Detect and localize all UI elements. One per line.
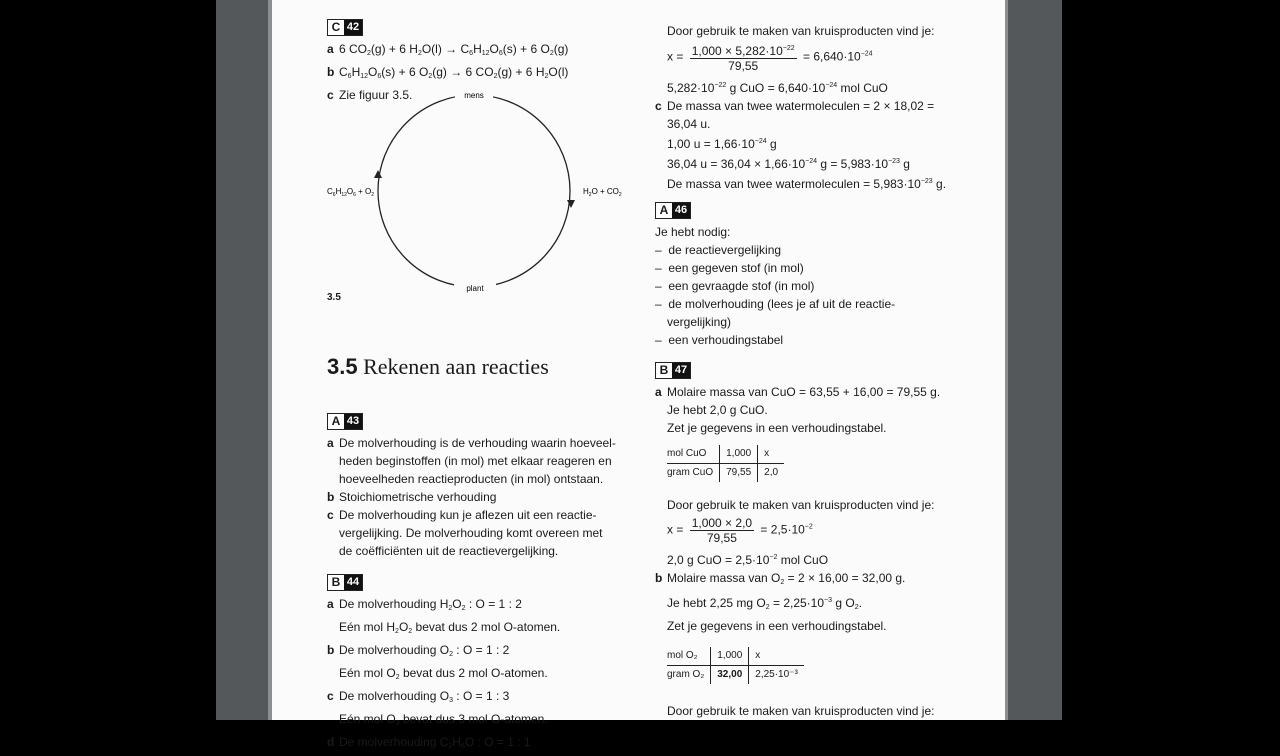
- answer-b: b De molverhouding $O_2$ : O = 1 : 2: [327, 643, 510, 658]
- cycle-diagram-svg: [327, 88, 647, 298]
- kruisproduct-intro: Door gebruik te maken van kruisproducten vind je:: [667, 24, 935, 38]
- list-item: – een gevraagde stof (in mol): [655, 279, 815, 293]
- table-cell: 2,0: [758, 464, 784, 483]
- answer-d: d De molverhouding $C_2H_6O$ : O = 1 : 1: [327, 735, 531, 750]
- question-47: [655, 361, 965, 720]
- result-cuo-2: 2,0 g CuO = $2,5\cdot 10^{-2}$ mol CuO: [667, 553, 829, 567]
- answer-c: c De massa van twee watermoleculen = 2 × 18,02 =: [655, 99, 935, 113]
- table-cell: gram O₂: [667, 669, 705, 680]
- answer-b-cont: Eén mol $O_2$ bevat dus 2 mol O-atomen.: [339, 666, 548, 681]
- table-row: [667, 666, 804, 685]
- table-cell: 1,000: [720, 445, 758, 464]
- answer-c-cont: 1,00 $u = 1,66\cdot 10^{-24}$ g: [667, 137, 777, 151]
- list-item: – de reactievergelijking: [655, 243, 782, 257]
- table-row: [667, 647, 804, 666]
- answer-b: b $C_6H_{12}O_6(s) + 6$ $O_2(g) \to 6$ $CO_2(g) + 6$ $H_2O(l)$: [327, 65, 569, 80]
- table-row: [667, 445, 784, 464]
- intro-text: Je hebt nodig:: [655, 225, 731, 239]
- table-cell: gram CuO: [667, 467, 714, 478]
- left-column: [327, 18, 627, 750]
- result-cuo: $5,282\cdot 10^{-22}$ g CuO = $6,640\cdot 10^{-24}$ mol CuO: [667, 81, 888, 95]
- table-cell: 79,55: [720, 464, 758, 483]
- question-43: [327, 412, 647, 560]
- label-mens: mens: [464, 91, 484, 100]
- answer-a-cont: heden beginstoffen (in mol) met elkaar reageren en: [339, 454, 612, 468]
- answer-c-cont: Eén mol $O_3$ bevat dus 3 mol O-atomen.: [339, 712, 548, 727]
- answer-a: a 6 $CO_2(g) + 6$ $H_2O(l) \to C_6H_{12}O_6(s) + 6$ $O_2(g)$: [327, 42, 569, 57]
- table-cell: 1,000: [711, 647, 749, 666]
- label-plant: plant: [466, 284, 484, 293]
- table-cell: mol O₂: [667, 647, 711, 666]
- table-cell: 32,00: [711, 666, 749, 685]
- question-badge: [327, 19, 363, 36]
- list-item: – een verhoudingstabel: [655, 333, 784, 347]
- answer-b: b Stoichiometrische verhouding: [327, 490, 497, 504]
- answer-a-cont: hoeveelheden reactieproducten (in mol) ontstaan.: [339, 472, 604, 486]
- kruisproduct-intro: Door gebruik te maken van kruisproducten vind je:: [667, 498, 935, 512]
- question-number: 42: [344, 20, 362, 35]
- answer-c: c Zie figuur 3.5.: [327, 88, 413, 102]
- answer-c-cont: vergelijking. De molverhouding komt overeen met: [339, 526, 603, 540]
- cycle-circle: [378, 95, 570, 287]
- question-46: [655, 201, 965, 349]
- answer-b: b Molaire massa van $O_2 = 2 \times 16,00 = 32,00$ g.: [655, 571, 906, 586]
- list-item: – de molverhouding (lees je af uit de reactie-: [655, 297, 896, 311]
- right-column: [655, 22, 965, 720]
- answer-b-cont: Je hebt 2,25 mg $O_2 = 2,25\cdot 10^{-3}$ g $O_2$.: [667, 596, 862, 611]
- answer-c: c De molverhouding kun je aflezen uit een reactie-: [327, 508, 597, 522]
- table-cell: x: [758, 445, 784, 464]
- kruisproduct-intro: Door gebruik te maken van kruisproducten vind je:: [667, 704, 935, 718]
- cycle-diagram: [327, 88, 647, 298]
- section-heading: 3.5 Rekenen aan reacties: [327, 354, 549, 379]
- answer-c-cont: de coëfficiënten uit de reactievergelijking.: [339, 544, 559, 558]
- list-item-cont: vergelijking): [667, 315, 732, 329]
- answer-c-cont: 36,04 $u = 36,04 \times 1,66\cdot 10^{-24}$ $g = 5,983\cdot 10^{-23}$ g: [667, 157, 910, 171]
- ratio-table-o2: [667, 647, 804, 684]
- formula-cuo: x = $\frac{1,000 \times 5,282\cdot 10^{-22}}{79,55}$ = $6,640\cdot 10^{-24}$: [667, 44, 873, 73]
- answer-a-cont: Je hebt 2,0 g CuO.: [667, 403, 768, 417]
- document-page: [272, 0, 1005, 750]
- table-cell: x: [749, 647, 804, 666]
- arrow-up-icon: [374, 170, 382, 178]
- list-item: – een gegeven stof (in mol): [655, 261, 804, 275]
- answer-a: a De molverhouding $H_2O_2$ : O = 1 : 2: [327, 597, 522, 612]
- answer-a: a Molaire massa van CuO = 63,55 + 16,00 = 79,55 g.: [655, 385, 941, 399]
- question-badge: A 43: [327, 413, 363, 430]
- figure-caption: 3.5: [327, 292, 341, 303]
- label-water-co2: $H_2O + CO_2$: [583, 187, 622, 198]
- page-edge-right: [1005, 0, 1008, 720]
- difficulty-level: C: [328, 20, 344, 35]
- table-cell: 2,25·10⁻³: [749, 666, 804, 685]
- answer-a-cont: Eén mol $H_2O_2$ bevat dus 2 mol O-atomen.: [339, 620, 561, 635]
- ratio-table-cuo: [667, 445, 784, 482]
- question-badge: B 47: [655, 362, 691, 379]
- answer-c-cont: De massa van twee watermoleculen = $5,983\cdot 10^{-23}$ g.: [667, 177, 947, 191]
- answer-b-cont: Zet je gegevens in een verhoudingstabel.: [667, 619, 887, 633]
- question-badge: B 44: [327, 574, 363, 591]
- answer-c: c De molverhouding $O_3$ : O = 1 : 3: [327, 689, 510, 704]
- answer-a: a De molverhouding is de verhouding waarin hoeveel-: [327, 436, 616, 450]
- label-glucose-oxygen: $C_6H_{12}O_6 + O_2$: [327, 187, 375, 198]
- answer-a-cont: Zet je gegevens in een verhoudingstabel.: [667, 421, 887, 435]
- formula-cuo-2: x = $\frac{1,000 \times 2,0}{79,55}$ = $2,5\cdot 10^{-2}$: [667, 516, 813, 545]
- answer-c-cont: 36,04 u.: [667, 117, 711, 131]
- table-row: [667, 464, 784, 483]
- question-44: [327, 573, 647, 756]
- table-cell: mol CuO: [667, 445, 720, 464]
- question-badge: A 46: [655, 202, 691, 219]
